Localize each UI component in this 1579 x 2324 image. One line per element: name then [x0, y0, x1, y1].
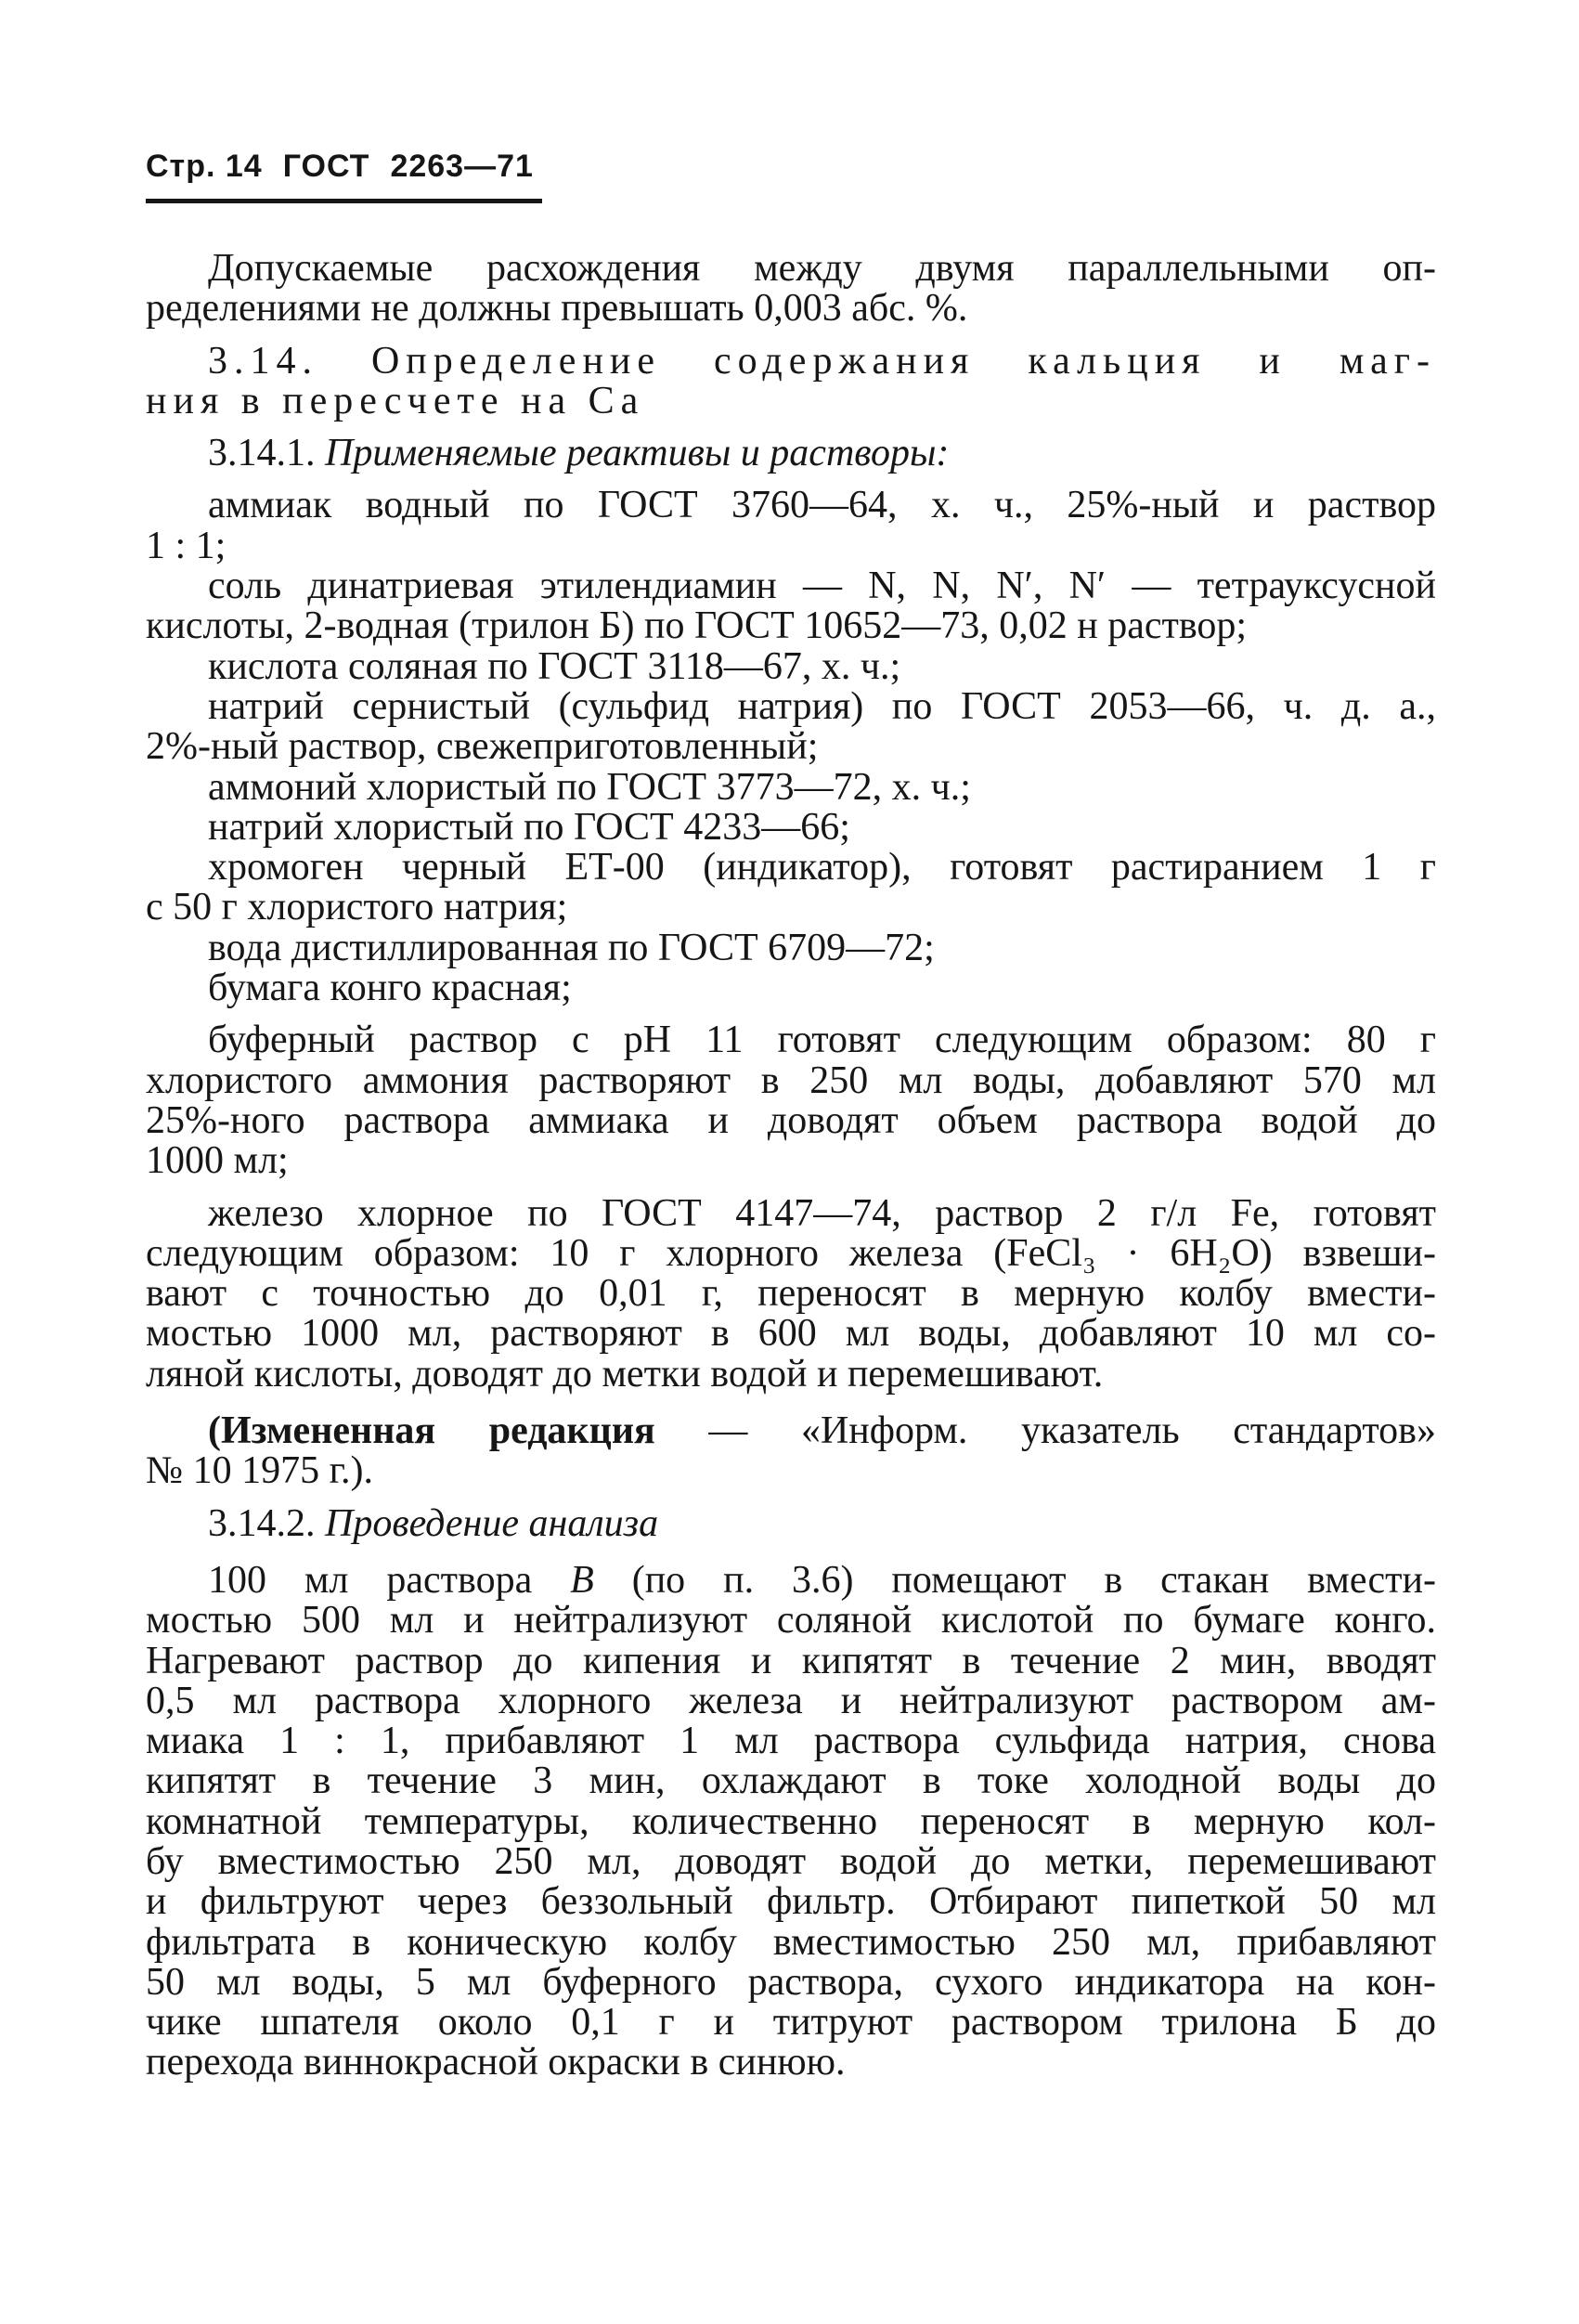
standard-label: ГОСТ: [282, 149, 370, 184]
reagent-ammonia: [146, 486, 1436, 566]
text-line: хлористого аммония растворяют в 250 мл воды, добавляют 570 мл: [146, 1058, 1436, 1102]
text-line: чике шпателя около 0,1 г и титруют раствором трилона Б до: [146, 2001, 1436, 2045]
paragraph-tolerance: [146, 249, 1436, 330]
text-line: 0,5 мл раствора хлорного железа и нейтрализуют раствором ам-: [146, 1679, 1436, 1722]
text-line: кипятят в течение 3 мин, охлаждают в токе холодной воды до: [146, 1759, 1436, 1803]
text-line: Нагревают раствор до кипения и кипятят в течение 2 мин, вводят: [146, 1639, 1436, 1682]
text-line: натрий сернистый (сульфид натрия) по ГОСТ 2053—66, ч. д. а.,: [208, 684, 1436, 728]
text-line: мостью 1000 мл, растворяют в 600 мл воды, добавляют 10 мл со-: [146, 1312, 1436, 1356]
analysis-procedure: [146, 1558, 1436, 2084]
page-number: Стр. 14: [146, 149, 263, 184]
text-line: кислоты, 2-водная (трилон Б) по ГОСТ 10652—73, 0,02 н раствор;: [146, 604, 1248, 648]
reagent-ammonium-chloride: [146, 765, 1436, 809]
text-line: вают с точностью до 0,01 г, переносят в мерную колбу вмести-: [146, 1272, 1436, 1316]
text-line: бумага конго красная;: [208, 967, 572, 1010]
text-line: ределениями не должны превышать 0,003 абс. %.: [146, 287, 968, 331]
section-title: Проведение анализа: [325, 1501, 659, 1545]
reagent-sodium-chloride: [146, 805, 1436, 849]
reagent-distilled-water: [146, 928, 1436, 968]
section-title: Применяемые реактивы и растворы:: [325, 432, 950, 475]
text-line: буферный раствор с pH 11 готовят следующим образом: 80 г: [208, 1019, 1436, 1062]
text-line: натрий хлористый по ГОСТ 4233—66;: [208, 805, 850, 849]
page-body: [146, 249, 1436, 2084]
reagent-buffer-solution: [146, 1020, 1436, 1181]
text-line: и фильтруют через беззольный фильтр. Отбирают пипеткой 50 мл: [146, 1880, 1436, 1924]
text-line: комнатной температуры, количественно переносят в мерную кол-: [146, 1799, 1436, 1843]
text-line: аммиак водный по ГОСТ 3760—64, х. ч., 25%-ный и раствор: [208, 484, 1436, 527]
text-line: № 10 1975 г.).: [146, 1449, 374, 1493]
text-line: бу вместимостью 250 мл, доводят водой до метки, перемешивают: [146, 1839, 1436, 1883]
text-line: 25%-ного раствора аммиака и доводят объем раствора водой до: [146, 1098, 1436, 1142]
header-rule: [146, 199, 542, 203]
text-line: [146, 1558, 1436, 1602]
standard-number: 2263—71: [390, 149, 534, 184]
text-line: [146, 1501, 1436, 1545]
edition-note-bold: (Измененная редакция: [208, 1409, 655, 1453]
reagent-hydrochloric-acid: [146, 644, 1436, 688]
text-line: 2%-ный раствор, свежеприготовленный;: [146, 725, 819, 769]
text-line: перехода виннокрасной окраски в синюю.: [146, 2041, 846, 2084]
reagent-trilon: [146, 566, 1436, 647]
section-number: 3.14.1.: [208, 432, 325, 475]
page-header: [146, 149, 554, 185]
text-line: соль динатриевая этилендиамин — N, N, N′, N′ — тетрауксусной: [208, 565, 1436, 608]
reagent-congo-paper: [146, 968, 1436, 1008]
reagent-ferric-chloride: [146, 1191, 1436, 1396]
text-line: 50 мл воды, 5 мл буферного раствора, сухого индикатора на кон-: [146, 1960, 1436, 2004]
section-number: 3.14.2.: [208, 1501, 325, 1545]
text-line: [146, 1411, 1436, 1451]
text-line: ляной кислоты, доводят до метки водой и перемешивают.: [146, 1352, 1104, 1396]
edition-note: [146, 1411, 1436, 1492]
text-line: аммоний хлористый по ГОСТ 3773—72, х. ч.;: [208, 765, 971, 809]
text-line: миака 1 : 1, прибавляют 1 мл раствора сульфида натрия, снова: [146, 1720, 1436, 1763]
text-line: вода дистиллированная по ГОСТ 6709—72;: [208, 926, 935, 969]
section-3-14-2-heading: [146, 1501, 1436, 1545]
text-line: мостью 500 мл и нейтрализуют соляной кислотой по бумаге конго.: [146, 1599, 1436, 1642]
text-line: кислота соляная по ГОСТ 3118—67, х. ч.;: [208, 644, 901, 688]
solution-letter: В: [570, 1558, 594, 1602]
reagent-chromogen: [146, 848, 1436, 928]
text-line: ния в пересчете на Ca: [146, 379, 645, 422]
text-line: [146, 434, 1436, 474]
section-3-14-heading: [146, 339, 1436, 422]
text-fragment: (по п. 3.6) помещают в стакан вмести-: [593, 1558, 1436, 1602]
text-line: 3.14. Определение содержания кальция и маг-: [208, 339, 1436, 383]
text-fragment: 100 мл раствора: [208, 1558, 571, 1602]
text-line: Допускаемые расхождения между двумя параллельными оп-: [208, 247, 1436, 290]
reagent-sodium-sulfide: [146, 684, 1436, 769]
text-line: 1 : 1;: [146, 524, 226, 567]
text-line: хромоген черный ЕТ-00 (индикатор), готовят растиранием 1 г: [208, 846, 1436, 889]
text-line: с 50 г хлористого натрия;: [146, 886, 568, 929]
text-line: следующим образом: 10 г хлорного железа (FeCl₃ · 6H₂O) взвеши-: [146, 1231, 1436, 1275]
text-line: железо хлорное по ГОСТ 4147—74, раствор 2 г/л Fe, готовят: [208, 1191, 1436, 1235]
section-3-14-1-heading: [146, 434, 1436, 474]
edition-note-rest: — «Информ. указатель стандартов»: [654, 1409, 1436, 1453]
text-line: фильтрата в коническую колбу вместимостью 250 мл, прибавляют: [146, 1920, 1436, 1964]
text-line: 1000 мл;: [146, 1139, 289, 1183]
